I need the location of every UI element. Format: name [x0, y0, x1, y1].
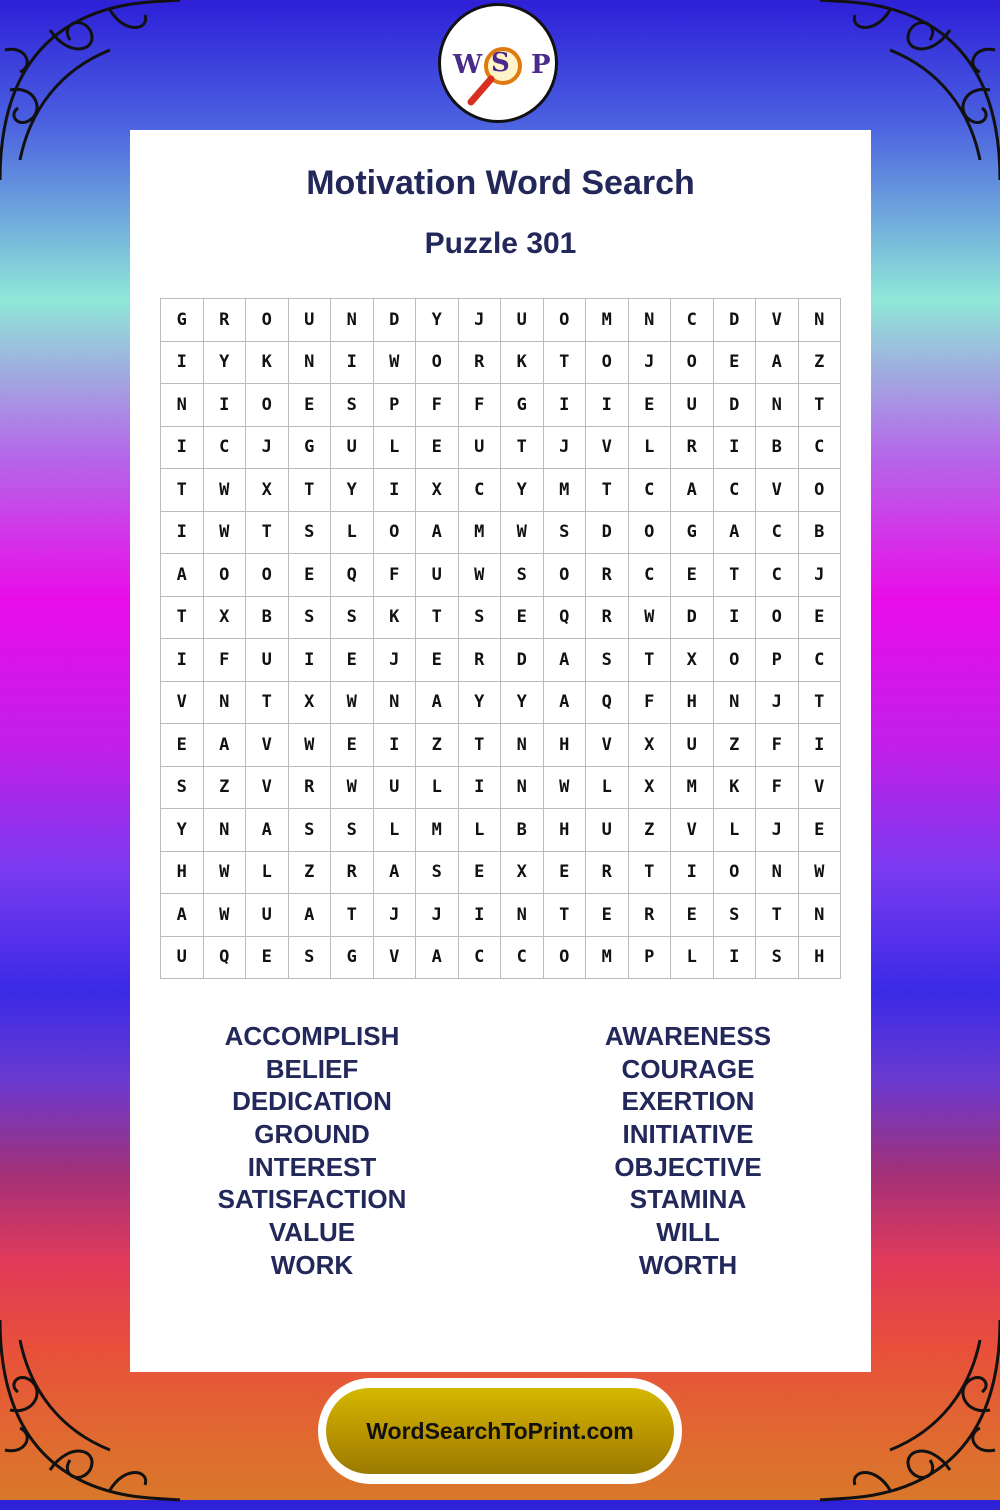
grid-cell[interactable]: Y — [204, 342, 247, 385]
word-list-item: INTEREST — [247, 1151, 377, 1182]
grid-cell[interactable]: L — [246, 852, 289, 895]
grid-cell[interactable]: E — [544, 852, 587, 895]
grid-cell[interactable]: I — [161, 639, 204, 682]
grid-cell[interactable]: Z — [416, 724, 459, 767]
grid-cell[interactable]: L — [714, 809, 757, 852]
grid-cell[interactable]: H — [799, 937, 842, 980]
page-title: Motivation Word Search — [306, 164, 695, 202]
grid-cell[interactable]: S — [331, 384, 374, 427]
grid-cell[interactable]: C — [714, 469, 757, 512]
grid-cell[interactable]: N — [289, 342, 332, 385]
grid-cell[interactable]: T — [501, 427, 544, 470]
grid-cell[interactable]: J — [799, 554, 842, 597]
word-list-item: INITIATIVE — [622, 1119, 754, 1150]
grid-cell[interactable]: A — [671, 469, 714, 512]
grid-cell[interactable]: M — [544, 469, 587, 512]
grid-cell[interactable]: V — [756, 299, 799, 342]
grid-cell[interactable]: C — [756, 512, 799, 555]
grid-cell[interactable]: J — [756, 809, 799, 852]
grid-cell[interactable]: A — [246, 809, 289, 852]
grid-cell[interactable]: T — [799, 682, 842, 725]
grid-cell[interactable]: N — [714, 682, 757, 725]
grid-cell[interactable]: T — [246, 512, 289, 555]
grid-cell[interactable]: A — [756, 342, 799, 385]
grid-cell[interactable]: N — [629, 299, 672, 342]
website-link[interactable]: WordSearchToPrint.com — [366, 1417, 634, 1444]
grid-cell[interactable]: N — [756, 384, 799, 427]
grid-cell[interactable]: S — [501, 554, 544, 597]
grid-cell[interactable]: J — [374, 639, 417, 682]
grid-cell[interactable]: W — [289, 724, 332, 767]
word-list-item: DEDICATION — [232, 1086, 392, 1117]
grid-cell[interactable]: T — [246, 682, 289, 725]
grid-cell[interactable]: Y — [331, 469, 374, 512]
grid-cell[interactable]: V — [756, 469, 799, 512]
grid-cell[interactable]: C — [501, 937, 544, 980]
word-list-item: AWARENESS — [604, 1021, 772, 1051]
grid-cell[interactable]: W — [331, 767, 374, 810]
grid-cell[interactable]: E — [501, 597, 544, 640]
grid-cell[interactable]: O — [671, 342, 714, 385]
grid-cell[interactable]: I — [671, 852, 714, 895]
grid-cell[interactable]: V — [586, 724, 629, 767]
grid-cell[interactable]: R — [586, 554, 629, 597]
grid-cell[interactable]: J — [629, 342, 672, 385]
grid-cell[interactable]: D — [714, 299, 757, 342]
grid-cell[interactable]: O — [544, 554, 587, 597]
grid-cell[interactable]: W — [544, 767, 587, 810]
grid-cell[interactable]: Z — [289, 852, 332, 895]
grid-cell[interactable]: T — [756, 894, 799, 937]
grid-cell[interactable]: D — [586, 512, 629, 555]
grid-cell[interactable]: S — [459, 597, 502, 640]
grid-cell[interactable]: E — [416, 427, 459, 470]
grid-cell[interactable]: J — [416, 894, 459, 937]
grid-cell[interactable]: K — [501, 342, 544, 385]
logo-letter-p: P — [531, 50, 551, 80]
grid-cell[interactable]: L — [459, 809, 502, 852]
grid-cell[interactable]: E — [161, 724, 204, 767]
grid-cell[interactable]: C — [204, 427, 247, 470]
grid-cell[interactable]: L — [374, 809, 417, 852]
grid-cell[interactable]: H — [544, 809, 587, 852]
grid-cell[interactable]: O — [246, 384, 289, 427]
grid-cell[interactable]: W — [331, 682, 374, 725]
grid-cell[interactable]: I — [161, 342, 204, 385]
grid-cell[interactable]: W — [459, 554, 502, 597]
grid-cell[interactable]: I — [714, 937, 757, 980]
grid-cell[interactable]: S — [586, 639, 629, 682]
grid-cell[interactable]: T — [161, 597, 204, 640]
grid-cell[interactable]: W — [501, 512, 544, 555]
grid-cell[interactable]: L — [586, 767, 629, 810]
grid-cell[interactable]: I — [161, 427, 204, 470]
grid-cell[interactable]: O — [246, 299, 289, 342]
word-list-item: WORTH — [638, 1249, 738, 1280]
grid-cell[interactable]: X — [629, 767, 672, 810]
grid-cell[interactable]: T — [331, 894, 374, 937]
grid-cell[interactable]: C — [799, 427, 842, 470]
website-button-face[interactable] — [326, 1388, 674, 1474]
grid-cell[interactable]: H — [671, 682, 714, 725]
grid-cell[interactable]: R — [459, 342, 502, 385]
grid-cell[interactable]: E — [289, 554, 332, 597]
grid-cell[interactable]: C — [799, 639, 842, 682]
grid-cell[interactable]: L — [629, 427, 672, 470]
logo-letter-s: S — [491, 48, 510, 78]
grid-cell[interactable]: T — [544, 894, 587, 937]
grid-cell[interactable]: X — [629, 724, 672, 767]
grid-cell[interactable]: F — [629, 682, 672, 725]
grid-cell[interactable]: B — [756, 427, 799, 470]
grid-cell[interactable]: F — [204, 639, 247, 682]
grid-cell[interactable]: O — [714, 852, 757, 895]
grid-cell[interactable]: I — [714, 597, 757, 640]
grid-cell[interactable]: I — [374, 469, 417, 512]
grid-cell[interactable]: O — [204, 554, 247, 597]
grid-cell[interactable]: F — [756, 767, 799, 810]
grid-cell[interactable]: H — [161, 852, 204, 895]
grid-cell[interactable]: A — [544, 639, 587, 682]
grid-cell[interactable]: E — [671, 554, 714, 597]
grid-cell[interactable]: R — [629, 894, 672, 937]
grid-cell[interactable]: S — [289, 937, 332, 980]
grid-cell[interactable]: A — [544, 682, 587, 725]
grid-cell[interactable]: Y — [161, 809, 204, 852]
wsp-logo[interactable] — [438, 3, 558, 123]
grid-cell[interactable]: E — [799, 597, 842, 640]
grid-cell[interactable]: U — [374, 767, 417, 810]
grid-cell[interactable]: U — [246, 894, 289, 937]
grid-cell[interactable]: R — [671, 427, 714, 470]
grid-cell[interactable]: A — [374, 852, 417, 895]
grid-cell[interactable]: V — [374, 937, 417, 980]
grid-cell[interactable]: U — [586, 809, 629, 852]
word-list-item: COURAGE — [621, 1053, 755, 1084]
grid-cell[interactable]: T — [629, 639, 672, 682]
grid-cell[interactable]: U — [416, 554, 459, 597]
grid-cell[interactable]: A — [416, 937, 459, 980]
grid-cell[interactable]: A — [416, 512, 459, 555]
grid-cell[interactable]: O — [586, 342, 629, 385]
grid-cell[interactable]: E — [459, 852, 502, 895]
grid-cell[interactable]: C — [756, 554, 799, 597]
grid-cell[interactable]: F — [756, 724, 799, 767]
grid-cell[interactable]: D — [671, 597, 714, 640]
grid-cell[interactable]: S — [161, 767, 204, 810]
grid-cell[interactable]: U — [671, 384, 714, 427]
grid-cell[interactable]: A — [161, 554, 204, 597]
grid-cell[interactable]: T — [586, 469, 629, 512]
grid-cell[interactable]: T — [629, 852, 672, 895]
grid-cell[interactable]: G — [331, 937, 374, 980]
grid-cell[interactable]: W — [799, 852, 842, 895]
grid-cell[interactable]: I — [374, 724, 417, 767]
grid-cell[interactable]: C — [629, 554, 672, 597]
grid-cell[interactable]: N — [799, 894, 842, 937]
grid-cell[interactable]: F — [459, 384, 502, 427]
grid-cell[interactable]: N — [501, 894, 544, 937]
grid-cell[interactable]: S — [331, 597, 374, 640]
grid-cell[interactable]: R — [289, 767, 332, 810]
grid-cell[interactable]: I — [331, 342, 374, 385]
grid-cell[interactable]: I — [161, 512, 204, 555]
word-list-left — [162, 1020, 462, 1282]
grid-cell[interactable]: Y — [416, 299, 459, 342]
grid-cell[interactable]: W — [204, 512, 247, 555]
grid-cell[interactable]: D — [501, 639, 544, 682]
grid-cell[interactable]: C — [459, 937, 502, 980]
grid-cell[interactable]: T — [289, 469, 332, 512]
grid-cell[interactable]: U — [501, 299, 544, 342]
grid-cell[interactable]: W — [204, 894, 247, 937]
grid-cell[interactable]: G — [671, 512, 714, 555]
grid-cell[interactable]: V — [161, 682, 204, 725]
grid-cell[interactable]: L — [671, 937, 714, 980]
grid-cell[interactable]: U — [289, 299, 332, 342]
grid-cell[interactable]: M — [586, 937, 629, 980]
grid-cell[interactable]: Q — [204, 937, 247, 980]
grid-cell[interactable]: N — [331, 299, 374, 342]
grid-cell[interactable]: A — [416, 682, 459, 725]
grid-cell[interactable]: E — [246, 937, 289, 980]
grid-cell[interactable]: V — [246, 767, 289, 810]
grid-cell[interactable]: G — [289, 427, 332, 470]
grid-cell[interactable]: O — [714, 639, 757, 682]
grid-cell[interactable]: I — [714, 427, 757, 470]
word-list-item: WILL — [656, 1217, 720, 1248]
grid-cell[interactable]: N — [756, 852, 799, 895]
grid-cell[interactable]: W — [204, 469, 247, 512]
grid-cell[interactable]: Z — [714, 724, 757, 767]
grid-cell[interactable]: G — [161, 299, 204, 342]
grid-cell[interactable]: S — [756, 937, 799, 980]
word-list-item: VALUE — [268, 1217, 356, 1248]
grid-cell[interactable]: V — [246, 724, 289, 767]
grid-cell[interactable]: X — [204, 597, 247, 640]
grid-cell[interactable]: A — [289, 894, 332, 937]
grid-cell[interactable]: I — [799, 724, 842, 767]
grid-cell[interactable]: L — [331, 512, 374, 555]
grid-cell[interactable]: E — [331, 724, 374, 767]
grid-cell[interactable]: E — [714, 342, 757, 385]
word-list-item: OBJECTIVE — [614, 1151, 762, 1182]
grid-cell[interactable]: R — [586, 852, 629, 895]
grid-cell[interactable]: K — [374, 597, 417, 640]
grid-cell[interactable]: W — [374, 342, 417, 385]
grid-cell[interactable]: I — [544, 384, 587, 427]
word-list-item: GROUND — [254, 1119, 370, 1150]
grid-cell[interactable]: L — [374, 427, 417, 470]
grid-cell[interactable]: B — [501, 809, 544, 852]
grid-cell[interactable]: U — [671, 724, 714, 767]
grid-cell[interactable]: V — [671, 809, 714, 852]
grid-cell[interactable]: X — [416, 469, 459, 512]
grid-cell[interactable]: Y — [501, 469, 544, 512]
grid-cell[interactable]: J — [459, 299, 502, 342]
grid-cell[interactable]: X — [501, 852, 544, 895]
grid-cell[interactable]: O — [629, 512, 672, 555]
word-list-item: WORK — [270, 1249, 354, 1280]
grid-cell[interactable]: A — [161, 894, 204, 937]
grid-cell[interactable]: I — [586, 384, 629, 427]
grid-cell[interactable]: R — [586, 597, 629, 640]
grid-cell[interactable]: K — [714, 767, 757, 810]
grid-cell[interactable]: V — [799, 767, 842, 810]
grid-cell[interactable]: Y — [501, 682, 544, 725]
word-list-item: BELIEF — [265, 1053, 359, 1084]
grid-cell[interactable]: A — [204, 724, 247, 767]
grid-cell[interactable]: B — [246, 597, 289, 640]
grid-cell[interactable]: D — [374, 299, 417, 342]
grid-cell[interactable]: M — [416, 809, 459, 852]
word-list-right — [538, 1020, 838, 1282]
grid-cell[interactable]: Z — [204, 767, 247, 810]
word-list-item: ACCOMPLISH — [224, 1021, 400, 1051]
grid-cell[interactable]: C — [459, 469, 502, 512]
grid-cell[interactable]: U — [246, 639, 289, 682]
grid-cell[interactable]: T — [459, 724, 502, 767]
grid-cell[interactable]: V — [586, 427, 629, 470]
grid-cell[interactable]: T — [544, 342, 587, 385]
grid-cell[interactable]: E — [586, 894, 629, 937]
grid-cell[interactable]: F — [374, 554, 417, 597]
grid-cell[interactable]: Q — [544, 597, 587, 640]
grid-cell[interactable]: K — [246, 342, 289, 385]
grid-cell[interactable]: I — [459, 894, 502, 937]
grid-cell[interactable]: S — [714, 894, 757, 937]
grid-cell[interactable]: X — [289, 682, 332, 725]
grid-cell[interactable]: C — [629, 469, 672, 512]
grid-cell[interactable]: E — [799, 809, 842, 852]
grid-cell[interactable]: S — [416, 852, 459, 895]
grid-cell[interactable]: H — [544, 724, 587, 767]
grid-cell[interactable]: P — [629, 937, 672, 980]
grid-cell[interactable]: O — [374, 512, 417, 555]
grid-cell[interactable]: E — [331, 639, 374, 682]
grid-cell[interactable]: X — [246, 469, 289, 512]
grid-cell[interactable]: O — [246, 554, 289, 597]
grid-cell[interactable]: O — [544, 299, 587, 342]
grid-cell[interactable]: S — [289, 809, 332, 852]
grid-cell[interactable]: N — [799, 299, 842, 342]
grid-cell[interactable]: M — [671, 767, 714, 810]
grid-cell[interactable]: N — [374, 682, 417, 725]
grid-cell[interactable]: B — [799, 512, 842, 555]
grid-cell[interactable]: T — [161, 469, 204, 512]
grid-cell[interactable]: R — [459, 639, 502, 682]
grid-cell[interactable]: U — [161, 937, 204, 980]
grid-cell[interactable]: T — [799, 384, 842, 427]
grid-cell[interactable]: I — [289, 639, 332, 682]
grid-cell[interactable]: G — [501, 384, 544, 427]
grid-cell[interactable]: U — [331, 427, 374, 470]
grid-cell[interactable]: T — [416, 597, 459, 640]
grid-cell[interactable]: Q — [586, 682, 629, 725]
word-list-item: STAMINA — [629, 1184, 747, 1215]
grid-cell[interactable]: N — [204, 682, 247, 725]
grid-cell[interactable]: N — [501, 724, 544, 767]
grid-cell[interactable]: W — [629, 597, 672, 640]
grid-cell[interactable]: U — [459, 427, 502, 470]
grid-cell[interactable]: I — [204, 384, 247, 427]
grid-cell[interactable]: J — [756, 682, 799, 725]
letter-grid — [160, 298, 841, 979]
grid-cell[interactable]: O — [799, 469, 842, 512]
website-button[interactable] — [318, 1378, 682, 1484]
grid-cell[interactable]: E — [671, 894, 714, 937]
grid-cell[interactable]: O — [416, 342, 459, 385]
grid-cell[interactable]: W — [204, 852, 247, 895]
grid-cell[interactable]: J — [374, 894, 417, 937]
grid-cell[interactable]: Z — [799, 342, 842, 385]
grid-cell[interactable]: E — [416, 639, 459, 682]
grid-cell[interactable]: O — [756, 597, 799, 640]
grid-cell[interactable]: R — [204, 299, 247, 342]
word-list-item: SATISFACTION — [217, 1184, 407, 1215]
grid-cell[interactable]: N — [501, 767, 544, 810]
grid-cell[interactable]: E — [289, 384, 332, 427]
grid-cell[interactable]: S — [544, 512, 587, 555]
grid-cell[interactable]: Q — [331, 554, 374, 597]
grid-cell[interactable]: I — [459, 767, 502, 810]
grid-cell[interactable]: P — [374, 384, 417, 427]
grid-cell[interactable]: T — [714, 554, 757, 597]
grid-cell[interactable]: D — [714, 384, 757, 427]
grid-cell[interactable]: N — [161, 384, 204, 427]
grid-cell[interactable]: P — [756, 639, 799, 682]
grid-cell[interactable]: S — [289, 512, 332, 555]
grid-cell[interactable]: C — [671, 299, 714, 342]
grid-cell[interactable]: M — [586, 299, 629, 342]
logo-letter-w: W — [453, 50, 483, 80]
grid-cell[interactable]: X — [671, 639, 714, 682]
grid-cell[interactable]: Y — [459, 682, 502, 725]
grid-cell[interactable]: M — [459, 512, 502, 555]
grid-cell[interactable]: S — [289, 597, 332, 640]
word-list-item: EXERTION — [621, 1086, 755, 1117]
grid-cell[interactable]: J — [246, 427, 289, 470]
puzzle-number: Puzzle 301 — [424, 227, 577, 260]
grid-cell[interactable]: Z — [629, 809, 672, 852]
grid-cell[interactable]: E — [629, 384, 672, 427]
grid-cell[interactable]: S — [331, 809, 374, 852]
grid-cell[interactable]: F — [416, 384, 459, 427]
grid-cell[interactable]: R — [331, 852, 374, 895]
grid-cell[interactable]: O — [544, 937, 587, 980]
grid-cell[interactable]: N — [204, 809, 247, 852]
grid-cell[interactable]: J — [544, 427, 587, 470]
grid-cell[interactable]: A — [714, 512, 757, 555]
grid-cell[interactable]: L — [416, 767, 459, 810]
